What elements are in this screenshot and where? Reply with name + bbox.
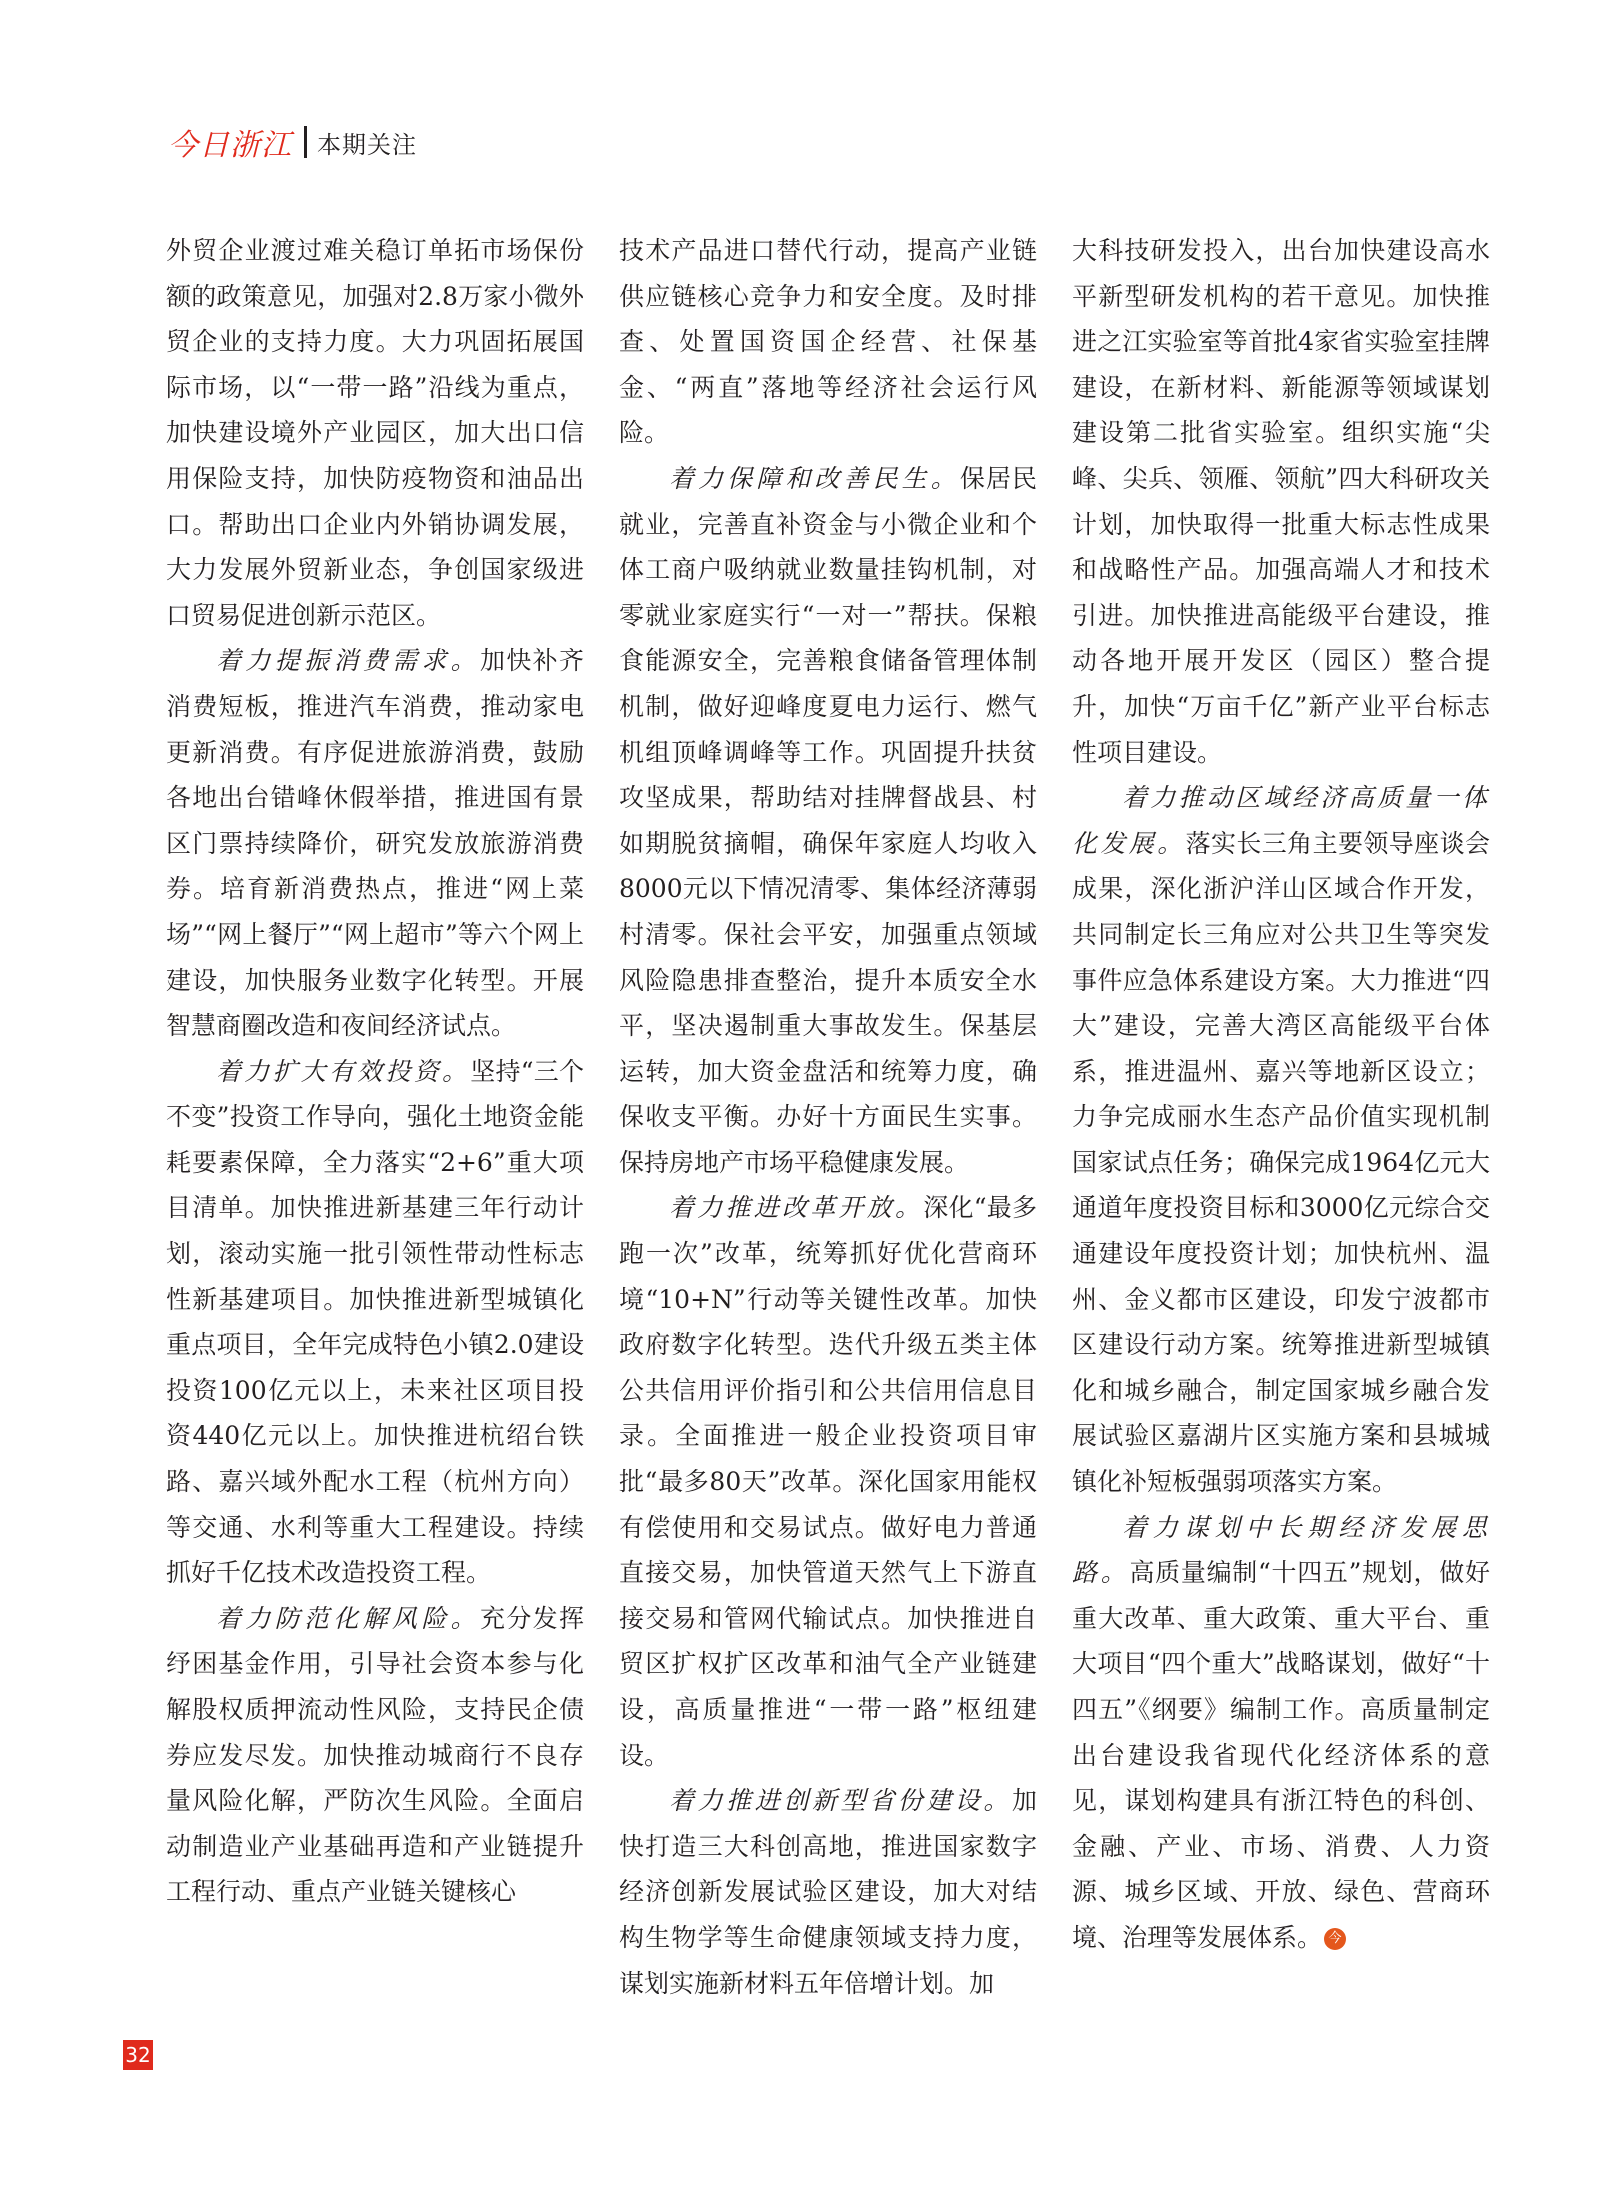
page-number: 32 xyxy=(123,2040,153,2070)
paragraph-body: 坚持“三个不变”投资工作导向，强化土地资金能耗要素保障，全力落实“2+6”重大项目清单。加快推进新基建三年行动计划，滚动实施一批引领性带动性标志性新基建项目。加快推进新型城镇化重点项目，全年完成特色小镇2.0建设投资100亿元以上，未来社区项目投资440亿元以上。加快推进杭绍台铁路、嘉兴域外配水工程（杭州方向）等交通、水利等重大工程建设。持续抓好千亿技术改造投资工程。 xyxy=(166,1056,584,1588)
header-divider xyxy=(304,126,307,158)
paragraph-body: 加快打造三大科创高地，推进国家数字经济创新发展试验区建设，加大对结构生物学等生命健康领域支持力度，谋划实施新材料五年倍增计划。加 xyxy=(619,1786,1037,1998)
paragraph: 大科技研发投入，出台加快建设高水平新型研发机构的若干意见。加快推进之江实验室等首批4家省实验室挂牌建设，在新材料、新能源等领域谋划建设第二批省实验室。组织实施“尖峰、尖兵、领雁、领航”四大科研攻关计划，加快取得一批重大标志性成果和战略性产品。加强高端人才和技术引进。加快推进高能级平台建设，推动各地开展开发区（园区）整合提升，加快“万亩千亿”新产业平台标志性项目建设。 xyxy=(1072,236,1490,767)
paragraph: 技术产品进口替代行动，提高产业链供应链核心竞争力和安全度。及时排查、处置国资国企经营、社保基金、“两直”落地等经济社会运行风险。 xyxy=(619,236,1037,448)
paragraph xyxy=(619,1778,1037,2006)
page-header xyxy=(168,122,417,162)
paragraph xyxy=(619,456,1037,1186)
paragraph-body: 深化“最多跑一次”改革，统筹抓好优化营商环境“10+N”行动等关键性改革。加快政府数字化转型。迭代升级五类主体公共信用评价指引和公共信用信息目录。全面推进一般企业投资项目审批“最多80天”改革。深化国家用能权有偿使用和交易试点。做好电力普通直接交易，加快管道天然气上下游直接交易和管网代输试点。加快推进自贸区扩权扩区改革和油气全产业链建设，高质量推进“一带一路”枢纽建设。 xyxy=(619,1193,1037,1770)
paragraph-body: 加快补齐消费短板，推进汽车消费，推动家电更新消费。有序促进旅游消费，鼓励各地出台错峰休假举措，推进国有景区门票持续降价，研究发放旅游消费券。培育新消费热点，推进“网上菜场”“网上餐厅”“网上超市”等六个网上建设，加快服务业数字化转型。开展智慧商圈改造和夜间经济试点。 xyxy=(166,646,584,1041)
section-label: 本期关注 xyxy=(317,130,417,159)
paragraph-body: 落实长三角主要领导座谈会成果，深化浙沪洋山区域合作开发，共同制定长三角应对公共卫生等突发事件应急体系建设方案。大力推进“四大”建设，完善大湾区高能级平台体系，推进温州、嘉兴等地新区设立；力争完成丽水生态产品价值实现机制国家试点任务；确保完成1964亿元大通道年度投资目标和3000亿元综合交通建设年度投资计划；加快杭州、温州、金义都市区建设，印发宁波都市区建设行动方案。统筹推进新型城镇化和城乡融合，制定国家城乡融合发展试验区嘉湖片区实施方案和县城城镇化补短板强弱项落实方案。 xyxy=(1072,828,1490,1497)
paragraph xyxy=(166,1596,584,1915)
paragraph-lead: 着力扩大有效投资。 xyxy=(216,1056,471,1086)
paragraph-lead: 着力推进改革开放。 xyxy=(669,1193,924,1223)
paragraph: 外贸企业渡过难关稳订单拓市场保份额的政策意见，加强对2.8万家小微外贸企业的支持力度。大力巩固拓展国际市场，以“一带一路”沿线为重点，加快建设境外产业园区，加大出口信用保险支持，加快防疫物资和油品出口。帮助出口企业内外销协调发展，大力发展外贸新业态，争创国家级进口贸易促进创新示范区。 xyxy=(166,236,584,630)
paragraph xyxy=(1072,1505,1490,1961)
paragraph-lead: 着力推动区域经济高质量一体化发展。 xyxy=(1072,783,1490,858)
paragraph xyxy=(166,1049,584,1596)
magazine-logo: 今日浙江 xyxy=(168,128,292,163)
paragraph-lead: 着力推进创新型省份建设。 xyxy=(669,1786,1012,1816)
text-column-3 xyxy=(1072,228,1490,1961)
paragraph-body: 保居民就业，完善直补资金与小微企业和个体工商户吸纳就业数量挂钩机制，对零就业家庭实行“一对一”帮扶。保粮食能源安全，完善粮食储备管理体制机制，做好迎峰度夏电力运行、燃气机组顶峰调峰等工作。巩固提升扶贫攻坚成果，帮助结对挂牌督战县、村如期脱贫摘帽，确保年家庭人均收入8000元以下情况清零、集体经济薄弱村清零。保社会平安，加强重点领域风险隐患排查整治，提升本质安全水平，坚决遏制重大事故发生。保基层运转，加大资金盘活和统筹力度，确保收支平衡。办好十方面民生实事。保持房地产市场平稳健康发展。 xyxy=(619,463,1037,1177)
paragraph-lead: 着力提振消费需求。 xyxy=(216,646,480,676)
text-column-2 xyxy=(619,228,1037,2006)
paragraph-body: 高质量编制“十四五”规划，做好重大改革、重大政策、重大平台、重大项目“四个重大”战略谋划，做好“十四五”《纲要》编制工作。高质量制定出台建设我省现代化经济体系的意见，谋划构建具有浙江特色的科创、金融、产业、市场、消费、人力资源、城乡区域、开放、绿色、营商环境、治理等发展体系。 xyxy=(1072,1558,1490,1952)
text-column-1 xyxy=(166,228,584,1915)
paragraph-lead: 着力防范化解风险。 xyxy=(216,1603,480,1633)
end-mark-icon: 今 xyxy=(1324,1928,1346,1950)
paragraph xyxy=(1072,775,1490,1505)
paragraph xyxy=(166,638,584,1048)
paragraph xyxy=(619,1185,1037,1778)
paragraph-lead: 着力保障和改善民生。 xyxy=(669,463,960,493)
paragraph-lead: 着力谋划中长期经济发展思路。 xyxy=(1072,1512,1490,1588)
paragraph-body: 充分发挥纾困基金作用，引导社会资本参与化解股权质押流动性风险，支持民企债券应发尽发。加快推动城商行不良存量风险化解，严防次生风险。全面启动制造业产业基础再造和产业链提升工程行动、重点产业链关键核心 xyxy=(166,1603,584,1907)
